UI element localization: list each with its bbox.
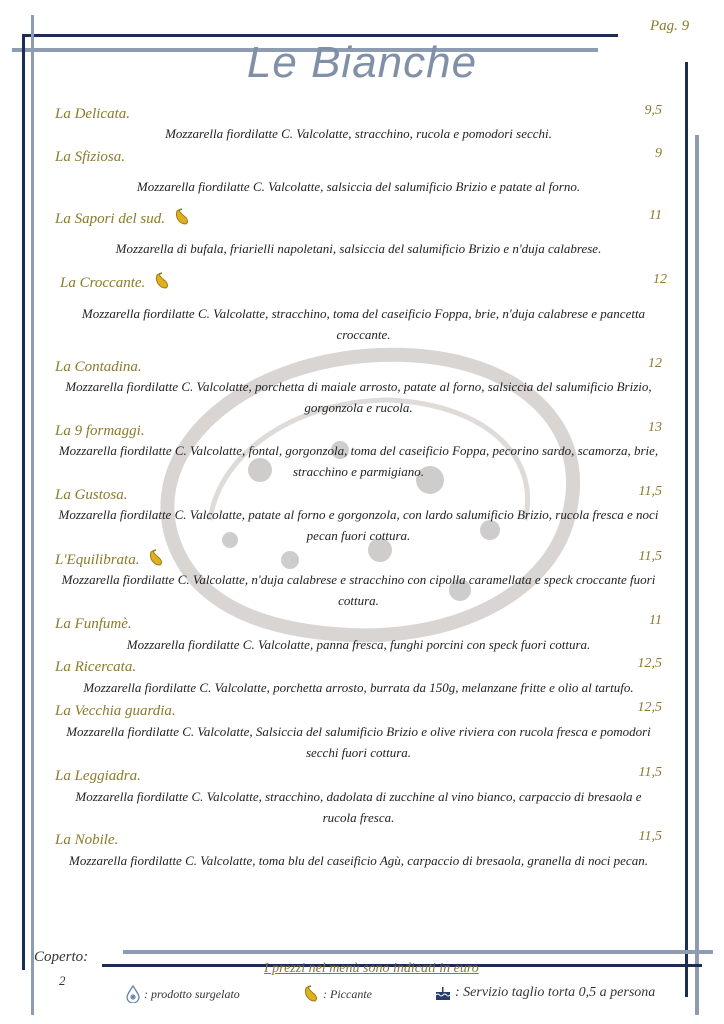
prices-note: I prezzi nel menù sono indicati in euro xyxy=(264,961,479,976)
menu-item-price: 13 xyxy=(648,420,662,435)
chili-icon xyxy=(302,985,320,1003)
chili-icon xyxy=(147,549,165,571)
menu-item-price: 9,5 xyxy=(644,103,662,118)
menu-item-description: Mozzarella fiordilatte C. Valcolatte, Salsiccia del salumificio Brizio e olive riviera con rucola fresca e pomodori secchi fuori cottura. xyxy=(66,724,651,760)
cake-icon xyxy=(434,985,452,1001)
menu-item-price: 12,5 xyxy=(637,700,662,715)
menu-item-header xyxy=(55,829,662,849)
menu-item-header xyxy=(55,549,662,569)
menu-item-header xyxy=(55,420,662,440)
menu-item-name: La 9 formaggi. xyxy=(55,423,145,439)
menu-item-description: Mozzarella fiordilatte C. Valcolatte, stracchino, rucola e pomodori secchi. xyxy=(165,126,552,141)
border-left-light xyxy=(31,15,34,1015)
menu-item-header xyxy=(55,103,662,123)
menu-item-name: La Ricercata. xyxy=(55,659,137,675)
menu-item-name: La Vecchia guardia. xyxy=(55,703,176,719)
menu-item-price: 9 xyxy=(655,146,662,161)
menu-item-price: 11,5 xyxy=(638,765,662,780)
menu-item-price: 12 xyxy=(653,272,667,287)
border-top-dark xyxy=(22,34,618,37)
menu-item-name: La Gustosa. xyxy=(55,487,128,503)
menu-item-price: 11,5 xyxy=(638,549,662,564)
menu-item-name: La Contadina. xyxy=(55,359,142,375)
page-number: Pag. 9 xyxy=(650,18,690,34)
menu-item xyxy=(55,420,662,482)
menu-item-description: Mozzarella fiordilatte C. Valcolatte, stracchino, dadolata di zucchine al vino bianco, carpaccio di bresaola e rucola fresca. xyxy=(75,789,642,825)
menu-item-description: Mozzarella fiordilatte C. Valcolatte, panna fresca, funghi porcini con speck fuori cottura. xyxy=(126,637,591,652)
border-right-light xyxy=(695,135,699,1015)
coperto-label: Coperto: xyxy=(34,949,89,965)
menu-item xyxy=(55,613,662,655)
menu-item-price: 12,5 xyxy=(637,656,662,671)
chili-icon xyxy=(173,208,191,230)
menu-item-price: 12 xyxy=(648,356,662,371)
menu-item xyxy=(55,103,662,144)
menu-item-description: Mozzarella fiordilatte C. Valcolatte, fontal, gorgonzola, toma del caseificio Foppa, pecorino sardo, scamorza, brie, stracchino e parmigiano. xyxy=(58,443,659,479)
menu-item xyxy=(55,829,662,871)
menu-item-header xyxy=(55,356,662,376)
menu-item xyxy=(55,549,662,611)
menu-item xyxy=(55,356,662,418)
menu-item-description: Mozzarella di bufala, friarielli napoletani, salsiccia del salumificio Brizio e n'duja calabrese. xyxy=(115,241,602,256)
menu-item-name: L'Equilibrata. xyxy=(55,552,140,568)
snowflake-drop-icon xyxy=(125,985,141,1003)
legend-spicy xyxy=(302,985,372,1003)
menu-item-description: Mozzarella fiordilatte C. Valcolatte, salsiccia del salumificio Brizio e patate al forno. xyxy=(136,179,581,194)
menu-item-header xyxy=(55,700,662,720)
menu-item-price: 11,5 xyxy=(638,829,662,844)
menu-item-name: La Leggiadra. xyxy=(55,768,141,784)
legend-spicy-label: : Piccante xyxy=(323,986,372,1001)
menu-item-description: Mozzarella fiordilatte C. Valcolatte, n'duja calabrese e stracchino con cipolla caramellata e speck croccante fuori cottura. xyxy=(61,572,656,608)
menu-item-header xyxy=(60,272,667,292)
menu-item xyxy=(55,700,662,763)
menu-item-description: Mozzarella fiordilatte C. Valcolatte, stracchino, toma del caseificio Foppa, brie, n'duja calabrese e pancetta croccante. xyxy=(81,306,646,342)
menu-item-description: Mozzarella fiordilatte C. Valcolatte, porchetta arrosto, burrata da 150g, melanzane fritte e olio al tartufo. xyxy=(83,680,634,695)
menu-item xyxy=(55,146,662,197)
legend-cake xyxy=(434,985,655,1001)
legend-cake-label: : Servizio taglio torta 0,5 a persona xyxy=(455,985,656,1000)
menu-item-header xyxy=(55,484,662,504)
menu-item xyxy=(60,272,667,345)
menu-item-description: Mozzarella fiordilatte C. Valcolatte, patate al forno e gorgonzola, con lardo salumificio Brizio, rucola fresca e noci pecan fuori cottura. xyxy=(58,507,659,543)
menu-item-name: La Delicata. xyxy=(55,106,130,122)
menu-item-header xyxy=(55,765,662,785)
menu-item-description: Mozzarella fiordilatte C. Valcolatte, toma blu del caseificio Agù, carpaccio di bresaola, granella di noci pecan. xyxy=(69,853,648,868)
menu-item xyxy=(55,208,662,259)
menu-item-name: La Sapori del sud. xyxy=(55,211,166,227)
chili-icon xyxy=(153,272,171,294)
menu-item-header xyxy=(55,146,662,166)
legend-frozen-label: : prodotto surgelato xyxy=(144,986,240,1001)
menu-item-description: Mozzarella fiordilatte C. Valcolatte, porchetta di maiale arrosto, patate al forno, salsiccia del salumificio Brizio, gorgonzola e rucola. xyxy=(65,379,652,415)
menu-item-header xyxy=(55,613,662,633)
border-bottom-light xyxy=(123,950,713,954)
menu-item-header xyxy=(55,656,662,676)
menu-item xyxy=(55,656,662,698)
coperto-value: 2 xyxy=(59,973,66,988)
menu-item-name: La Sfiziosa. xyxy=(55,149,126,165)
menu-item xyxy=(55,765,662,828)
menu-item-price: 11 xyxy=(649,613,662,628)
page-title: Le Bianche xyxy=(246,38,478,87)
border-left-dark xyxy=(22,34,25,970)
menu-item-name: La Croccante. xyxy=(60,275,146,291)
menu-item-header xyxy=(55,208,662,228)
menu-item xyxy=(55,484,662,546)
menu-item-name: La Nobile. xyxy=(55,832,119,848)
border-right-dark xyxy=(685,62,688,997)
menu-item-price: 11 xyxy=(649,208,662,223)
menu-item-price: 11,5 xyxy=(638,484,662,499)
menu-item-name: La Funfumè. xyxy=(55,616,132,632)
legend-frozen xyxy=(125,985,240,1003)
